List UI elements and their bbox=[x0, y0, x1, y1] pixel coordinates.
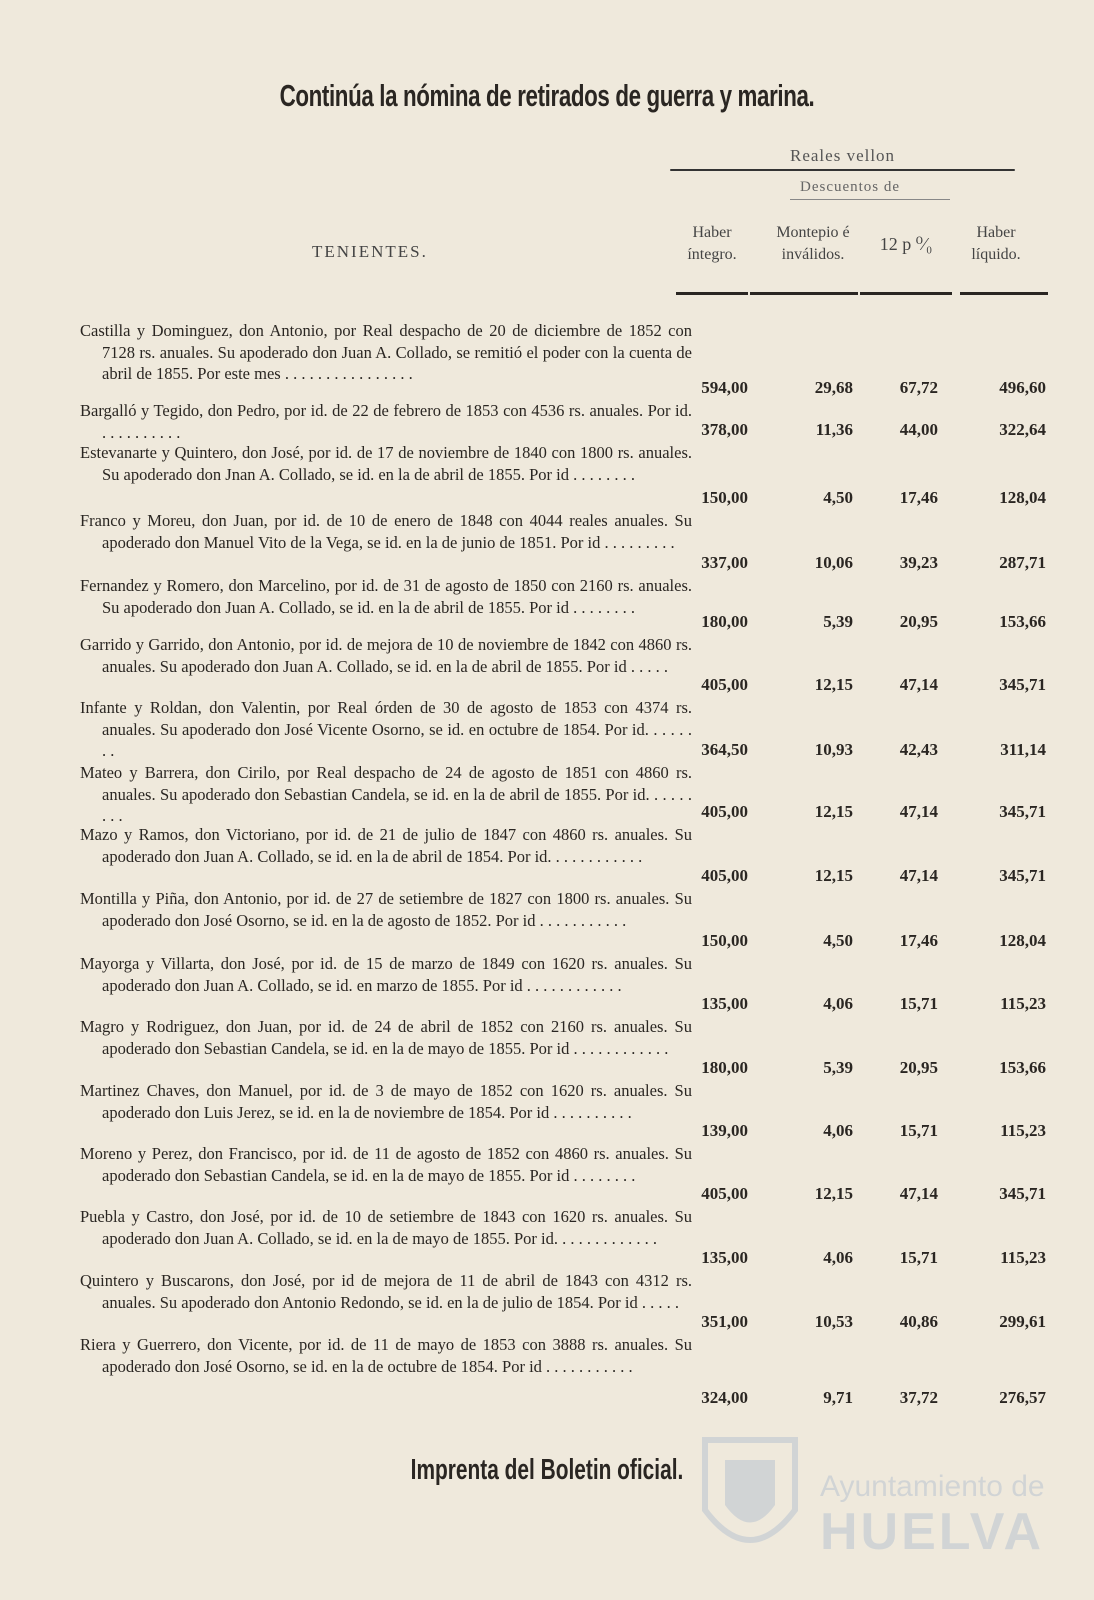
montepio-value: 10,53 bbox=[814, 1312, 853, 1331]
haber-integro-value: 324,00 bbox=[701, 1388, 748, 1407]
column-header-line: Haber bbox=[976, 224, 1016, 241]
doce-por-ciento-value: 40,86 bbox=[899, 1312, 938, 1331]
haber-integro-value: 135,00 bbox=[701, 1248, 748, 1267]
haber-integro-value: 139,00 bbox=[701, 1121, 748, 1140]
column-header-liquido bbox=[958, 222, 1034, 266]
haber-liquido-value: 322,64 bbox=[999, 420, 1046, 439]
entry-values bbox=[678, 1058, 1058, 1080]
entry-values bbox=[678, 1184, 1058, 1206]
haber-integro-value: 594,00 bbox=[701, 378, 748, 397]
haber-integro-value: 150,00 bbox=[701, 931, 748, 950]
entry-text: Garrido y Garrido, don Antonio, por id. de mejora de 10 de noviembre de 1842 con 4860 rs. anuales. Su apoderado don Juan A. Collado, se id. en la de abril de 1855. Por id . . . . . bbox=[80, 635, 692, 676]
haber-liquido-value: 496,60 bbox=[999, 378, 1046, 397]
haber-liquido-value: 345,71 bbox=[999, 866, 1046, 885]
doce-por-ciento-value: 20,95 bbox=[899, 612, 938, 631]
entry-values bbox=[678, 420, 1058, 442]
montepio-value: 12,15 bbox=[814, 1184, 853, 1203]
list-item bbox=[80, 1270, 1060, 1334]
header-rule bbox=[860, 292, 952, 295]
entry-values bbox=[678, 488, 1058, 510]
entry-text: Martinez Chaves, don Manuel, por id. de 3 de mayo de 1852 con 1620 rs. anuales. Su apoderado don Luis Jerez, se id. en la de noviembre de 1854. Por id . . . . . . . . . . bbox=[80, 1081, 692, 1122]
montepio-value: 9,71 bbox=[823, 1388, 853, 1407]
doce-por-ciento-value: 67,72 bbox=[899, 378, 938, 397]
haber-liquido-value: 115,23 bbox=[1000, 994, 1046, 1013]
montepio-value: 29,68 bbox=[814, 378, 853, 397]
haber-integro-value: 405,00 bbox=[701, 866, 748, 885]
montepio-value: 12,15 bbox=[814, 675, 853, 694]
montepio-value: 4,50 bbox=[823, 488, 853, 507]
doce-por-ciento-value: 47,14 bbox=[899, 1184, 938, 1203]
doce-por-ciento-value: 47,14 bbox=[899, 675, 938, 694]
montepio-value: 4,50 bbox=[823, 931, 853, 950]
haber-liquido-value: 345,71 bbox=[999, 802, 1046, 821]
montepio-value: 4,06 bbox=[823, 1248, 853, 1267]
header-rule bbox=[676, 292, 748, 295]
entry-values bbox=[678, 675, 1058, 697]
haber-integro-value: 405,00 bbox=[701, 802, 748, 821]
list-item bbox=[80, 1016, 1060, 1080]
column-header-integro bbox=[677, 222, 747, 266]
doce-por-ciento-value: 44,00 bbox=[899, 420, 938, 439]
column-header-line: líquido. bbox=[971, 246, 1021, 263]
haber-integro-value: 405,00 bbox=[701, 1184, 748, 1203]
entry-values bbox=[678, 1248, 1058, 1270]
list-item bbox=[80, 634, 1060, 697]
header-rule bbox=[960, 292, 1048, 295]
montepio-value: 12,15 bbox=[814, 866, 853, 885]
coat-of-arms-icon bbox=[690, 1420, 810, 1570]
montepio-value: 4,06 bbox=[823, 994, 853, 1013]
montepio-value: 5,39 bbox=[823, 612, 853, 631]
doce-por-ciento-value: 20,95 bbox=[899, 1058, 938, 1077]
haber-liquido-value: 128,04 bbox=[999, 488, 1046, 507]
column-header-doce: 12 p ⁰⁄₀ bbox=[879, 234, 933, 254]
doce-por-ciento-value: 37,72 bbox=[899, 1388, 938, 1407]
haber-liquido-value: 276,57 bbox=[999, 1388, 1046, 1407]
haber-integro-value: 135,00 bbox=[701, 994, 748, 1013]
montepio-value: 5,39 bbox=[823, 1058, 853, 1077]
montepio-value: 10,06 bbox=[814, 553, 853, 572]
list-item bbox=[80, 442, 1060, 510]
entry-values bbox=[678, 1388, 1058, 1410]
entry-text: Puebla y Castro, don José, por id. de 10 de setiembre de 1843 con 1620 rs. anuales. Su apoderado don Juan A. Collado, se id. en la de mayo de 1855. Por id. . . . . . . . . . . . . bbox=[80, 1207, 692, 1248]
montepio-value: 12,15 bbox=[814, 802, 853, 821]
entry-values bbox=[678, 740, 1058, 762]
haber-integro-value: 150,00 bbox=[701, 488, 748, 507]
doce-por-ciento-value: 39,23 bbox=[899, 553, 938, 572]
entry-values bbox=[678, 994, 1058, 1016]
doce-por-ciento-value: 15,71 bbox=[899, 1121, 938, 1140]
list-item bbox=[80, 824, 1060, 888]
entry-values bbox=[678, 553, 1058, 575]
entry-values bbox=[678, 1312, 1058, 1334]
reales-rule bbox=[670, 169, 1015, 171]
montepio-value: 11,36 bbox=[815, 420, 853, 439]
entry-values bbox=[678, 378, 1058, 400]
doce-por-ciento-value: 47,14 bbox=[899, 866, 938, 885]
list-item bbox=[80, 953, 1060, 1016]
reales-header: Reales vellon bbox=[790, 146, 896, 165]
stamp-line2: HUELVA bbox=[820, 1503, 1045, 1561]
watermark-stamp bbox=[690, 1420, 1070, 1580]
entry-text: Fernandez y Romero, don Marcelino, por id. de 31 de agosto de 1850 con 2160 rs. anuales. Su apoderado don Juan A. Collado, se id. en la de abril de 1855. Por id . . . . . . . . bbox=[80, 576, 692, 617]
list-item bbox=[80, 1206, 1060, 1270]
entry-text: Quintero y Buscarons, don José, por id de mejora de 11 de abril de 1843 con 4312 rs. anuales. Su apoderado don Antonio Redondo, se id. en la de julio de 1854. Por id . . . . . bbox=[80, 1271, 692, 1312]
list-item bbox=[80, 1334, 1060, 1410]
haber-integro-value: 364,50 bbox=[701, 740, 748, 759]
list-item bbox=[80, 1080, 1060, 1143]
entry-values bbox=[678, 802, 1058, 824]
haber-liquido-value: 153,66 bbox=[999, 612, 1046, 631]
haber-liquido-value: 299,61 bbox=[999, 1312, 1046, 1331]
entry-text: Infante y Roldan, don Valentin, por Real órden de 30 de agosto de 1853 con 4374 rs. anuales. Su apoderado don José Vicente Osorno, se id. en octubre de 1854. Por id. . . . . . . . bbox=[80, 698, 692, 760]
entry-text: Castilla y Dominguez, don Antonio, por Real despacho de 20 de diciembre de 1852 con 7128 rs. anuales. Su apoderado don Juan A. Collado, se remitió el poder con la cuenta de abril de 1855. Por este mes . . . . . . . . . . . . . . . . bbox=[80, 321, 692, 383]
stamp-line1: Ayuntamiento de bbox=[820, 1470, 1045, 1503]
haber-liquido-value: 115,23 bbox=[1000, 1121, 1046, 1140]
header-rule bbox=[750, 292, 858, 295]
haber-liquido-value: 153,66 bbox=[999, 1058, 1046, 1077]
column-header-montepio bbox=[763, 222, 863, 266]
haber-integro-value: 337,00 bbox=[701, 553, 748, 572]
entry-values bbox=[678, 1121, 1058, 1143]
entry-values bbox=[678, 931, 1058, 953]
column-header-line: Haber bbox=[692, 224, 732, 241]
entry-text: Franco y Moreu, don Juan, por id. de 10 de enero de 1848 con 4044 reales anuales. Su apoderado don Manuel Vito de la Vega, se id. en la de junio de 1851. Por id . . . . . . . . . bbox=[80, 511, 692, 552]
entry-text: Mateo y Barrera, don Cirilo, por Real despacho de 24 de agosto de 1851 con 4860 rs. anuales. Su apoderado don Sebastian Candela, se id. en la de abril de 1855. Por id. . . . . . . . . bbox=[80, 763, 692, 825]
montepio-value: 4,06 bbox=[823, 1121, 853, 1140]
entry-text: Mayorga y Villarta, don José, por id. de 15 de marzo de 1849 con 1620 rs. anuales. Su apoderado don Juan A. Collado, se id. en marzo de 1855. Por id . . . . . . . . . . . . bbox=[80, 954, 692, 995]
haber-liquido-value: 287,71 bbox=[999, 553, 1046, 572]
haber-integro-value: 378,00 bbox=[701, 420, 748, 439]
entry-text: Bargalló y Tegido, don Pedro, por id. de 22 de febrero de 1853 con 4536 rs. anuales. Por id. . . . . . . . . . . bbox=[80, 401, 692, 442]
entry-text: Mazo y Ramos, don Victoriano, por id. de 21 de julio de 1847 con 4860 rs. anuales. Su apoderado don Juan A. Collado, se id. en la de abril de 1854. Por id. . . . . . . . . . . . bbox=[80, 825, 692, 866]
haber-integro-value: 405,00 bbox=[701, 675, 748, 694]
haber-liquido-value: 128,04 bbox=[999, 931, 1046, 950]
footer-imprint: Imprenta del Boletin oficial. bbox=[410, 1454, 684, 1486]
haber-integro-value: 180,00 bbox=[701, 612, 748, 631]
list-item bbox=[80, 697, 1060, 762]
descuentos-header: Descuentos de bbox=[800, 179, 901, 195]
doce-por-ciento-value: 47,14 bbox=[899, 802, 938, 821]
page-title: Continúa la nómina de retirados de guerra y marina. bbox=[279, 78, 815, 113]
entry-values bbox=[678, 866, 1058, 888]
haber-integro-value: 351,00 bbox=[701, 1312, 748, 1331]
doce-por-ciento-value: 15,71 bbox=[899, 1248, 938, 1267]
entry-text: Estevanarte y Quintero, don José, por id. de 17 de noviembre de 1840 con 1800 rs. anuales. Su apoderado don Jnan A. Collado, se id. en la de abril de 1855. Por id . . . . . . . . bbox=[80, 443, 692, 484]
column-header-line: íntegro. bbox=[687, 246, 737, 263]
entry-text: Moreno y Perez, don Francisco, por id. de 11 de agosto de 1852 con 4860 rs. anuales. Su apoderado don Sebastian Candela, se id. en la de mayo de 1855. Por id . . . . . . . . bbox=[80, 1144, 692, 1185]
column-header-line: inválidos. bbox=[781, 246, 845, 263]
section-heading: TENIENTES. bbox=[312, 242, 428, 261]
list-item bbox=[80, 320, 1060, 400]
haber-liquido-value: 345,71 bbox=[999, 675, 1046, 694]
haber-liquido-value: 115,23 bbox=[1000, 1248, 1046, 1267]
entry-text: Riera y Guerrero, don Vicente, por id. de 11 de mayo de 1853 con 3888 rs. anuales. Su apoderado don José Osorno, se id. en la de octubre de 1854. Por id . . . . . . . . . . . bbox=[80, 1335, 692, 1376]
descuentos-rule bbox=[790, 199, 950, 200]
list-item bbox=[80, 888, 1060, 953]
list-item bbox=[80, 400, 1060, 442]
list-item bbox=[80, 510, 1060, 575]
column-header-line: Montepio é bbox=[776, 224, 850, 241]
haber-liquido-value: 345,71 bbox=[999, 1184, 1046, 1203]
list-item bbox=[80, 1143, 1060, 1206]
montepio-value: 10,93 bbox=[814, 740, 853, 759]
entry-text: Magro y Rodriguez, don Juan, por id. de 24 de abril de 1852 con 2160 rs. anuales. Su apoderado don Sebastian Candela, se id. en la de mayo de 1855. Por id . . . . . . . . . . . . bbox=[80, 1017, 692, 1058]
list-item bbox=[80, 762, 1060, 824]
doce-por-ciento-value: 17,46 bbox=[899, 488, 938, 507]
doce-por-ciento-value: 17,46 bbox=[899, 931, 938, 950]
list-item bbox=[80, 575, 1060, 634]
haber-liquido-value: 311,14 bbox=[1000, 740, 1046, 759]
doce-por-ciento-value: 15,71 bbox=[899, 994, 938, 1013]
entry-values bbox=[678, 612, 1058, 634]
haber-integro-value: 180,00 bbox=[701, 1058, 748, 1077]
entry-text: Montilla y Piña, don Antonio, por id. de 27 de setiembre de 1827 con 1800 rs. anuales. Su apoderado don José Osorno, se id. en la de agosto de 1852. Por id . . . . . . . . . . . bbox=[80, 889, 692, 930]
doce-por-ciento-value: 42,43 bbox=[899, 740, 938, 759]
